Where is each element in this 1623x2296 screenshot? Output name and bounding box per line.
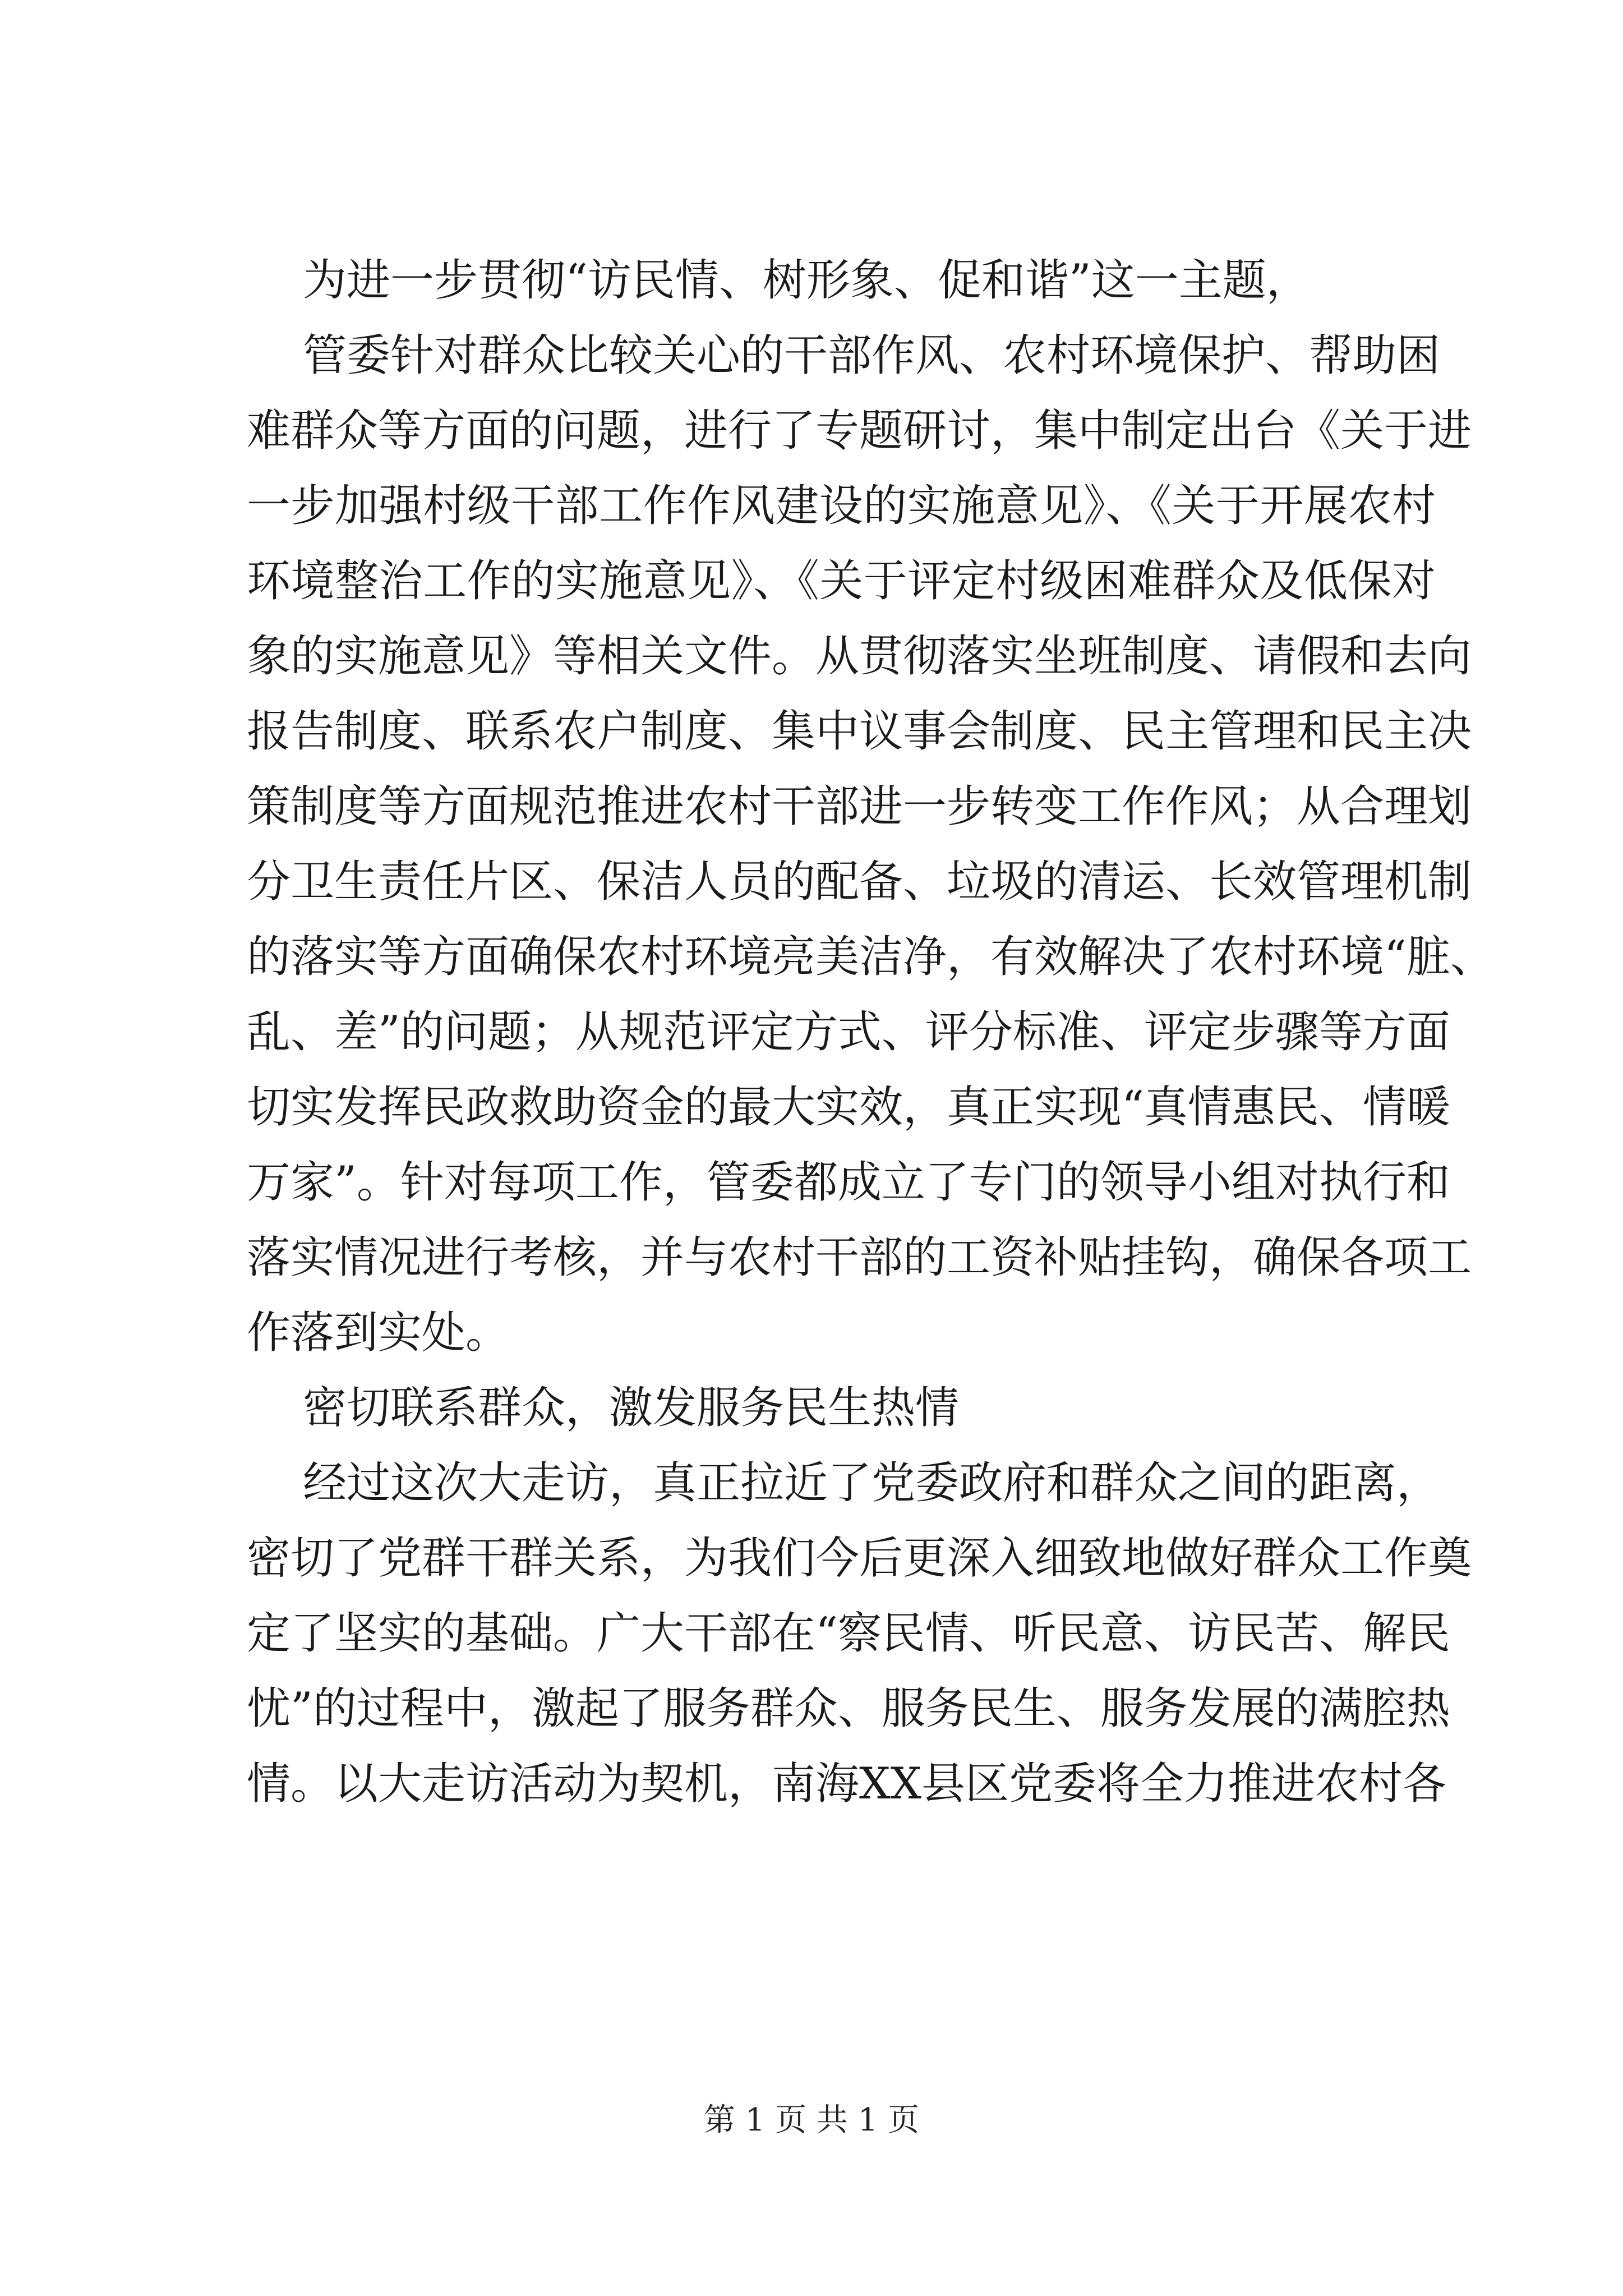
paragraph-line: 环境整治工作的实施意见》、《关于评定村级困难群众及低保对: [247, 556, 1436, 606]
paragraph-line: 忧”的过程中，激起了服务群众、服务民生、服务发展的满腔热: [247, 1683, 1450, 1734]
paragraph-line: 切实发挥民政救助资金的最大实效，真正实现“真情惠民、情暖: [247, 1082, 1450, 1133]
paragraph-line: 难群众等方面的问题，进行了专题研讨，集中制定出台《关于进: [247, 406, 1472, 456]
paragraph-line: 为进一步贯彻“访民情、树形象、促和谐”这一主题，: [303, 255, 1310, 306]
paragraph-line: 定了坚实的基础。广大干部在“察民情、听民意、访民苦、解民: [247, 1608, 1450, 1659]
paragraph-line: 乱、差”的问题；从规范评定方式、评分标准、评定步骤等方面: [247, 1007, 1450, 1057]
paragraph-line: 管委针对群众比较关心的干部作风、农村环境保护、帮助困: [303, 330, 1441, 381]
page-number-footer: 第 1 页 共 1 页: [703, 2102, 920, 2138]
paragraph-line: 分卫生责任片区、保洁人员的配备、垃圾的清运、长效管理机制: [247, 857, 1472, 907]
paragraph-line: 象的实施意见》等相关文件。从贯彻落实坐班制度、请假和去向: [247, 631, 1472, 682]
paragraph-line: 落实情况进行考核，并与农村干部的工资补贴挂钩，确保各项工: [247, 1232, 1472, 1283]
paragraph-line: 经过这次大走访，真正拉近了党委政府和群众之间的距离，: [303, 1458, 1441, 1508]
paragraph-line: 报告制度、联系农户制度、集中议事会制度、民主管理和民主决: [247, 706, 1472, 757]
paragraph-line: 一步加强村级干部工作作风建设的实施意见》、《关于开展农村: [247, 481, 1436, 531]
section-heading: 密切联系群众，激发服务民生热情: [303, 1383, 960, 1433]
paragraph-line: 的落实等方面确保农村环境亮美洁净，有效解决了农村环境“脏、: [247, 932, 1494, 982]
paragraph-line: 万家”。针对每项工作，管委都成立了专门的领导小组对执行和: [247, 1157, 1450, 1208]
paragraph-line: 策制度等方面规范推进农村干部进一步转变工作作风；从合理划: [247, 781, 1472, 832]
paragraph-line: 密切了党群干群关系，为我们今后更深入细致地做好群众工作奠: [247, 1533, 1472, 1584]
paragraph-line: 作落到实处。: [247, 1308, 510, 1358]
paragraph-line: 情。以大走访活动为契机，南海XX县区党委将全力推进农村各: [247, 1759, 1447, 1809]
